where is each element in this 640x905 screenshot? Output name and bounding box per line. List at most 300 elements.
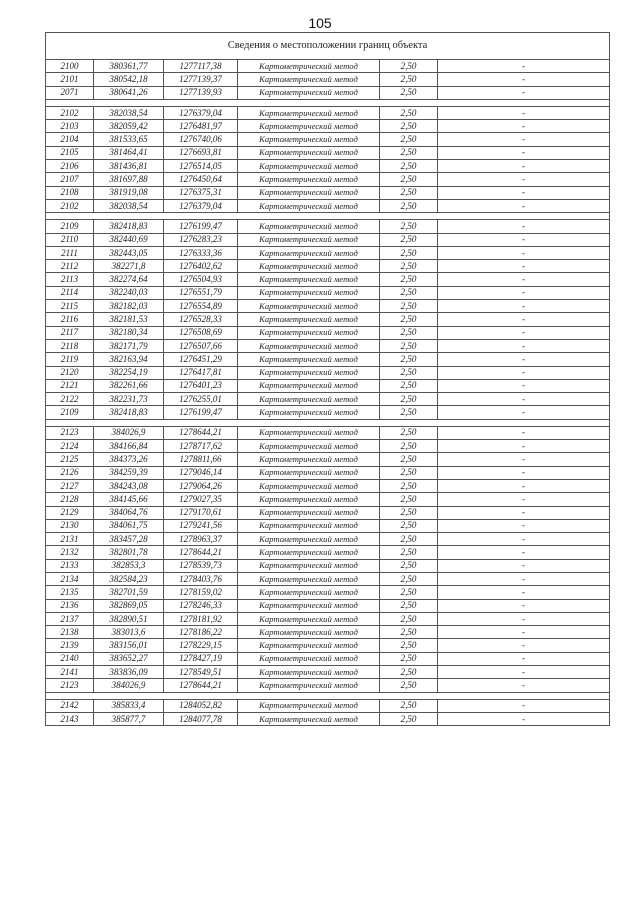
method-cell: Картометрический метод [238,479,380,492]
point-number-cell: 2130 [46,519,94,532]
point-number-cell: 2128 [46,493,94,506]
y-coordinate-cell: 1276402,62 [164,260,238,273]
method-cell: Картометрический метод [238,173,380,186]
point-number-cell: 2140 [46,652,94,665]
table-row [46,246,610,259]
y-coordinate-cell: 1278963,37 [164,533,238,546]
y-coordinate-cell: 1278403,76 [164,572,238,585]
note-cell: - [438,120,610,133]
y-coordinate-cell: 1278427,19 [164,652,238,665]
method-cell: Картометрический метод [238,493,380,506]
accuracy-cell: 2,50 [380,313,438,326]
y-coordinate-cell: 1278229,15 [164,639,238,652]
table-row [46,559,610,572]
y-coordinate-cell: 1276693,81 [164,146,238,159]
table-row [46,339,610,352]
point-number-cell: 2102 [46,106,94,119]
y-coordinate-cell: 1276450,64 [164,173,238,186]
table-row [46,260,610,273]
note-cell: - [438,86,610,99]
x-coordinate-cell: 384373,26 [94,453,164,466]
method-cell: Картометрический метод [238,393,380,406]
method-cell: Картометрический метод [238,679,380,692]
table-row [46,440,610,453]
x-coordinate-cell: 382271,8 [94,260,164,273]
note-cell: - [438,326,610,339]
table-row [46,599,610,612]
note-cell: - [438,712,610,725]
accuracy-cell: 2,50 [380,626,438,639]
note-cell: - [438,652,610,665]
accuracy-cell: 2,50 [380,186,438,199]
y-coordinate-cell: 1276554,89 [164,300,238,313]
table-row [46,86,610,99]
point-number-cell: 2129 [46,506,94,519]
accuracy-cell: 2,50 [380,86,438,99]
note-cell: - [438,666,610,679]
point-number-cell: 2071 [46,86,94,99]
point-number-cell: 2115 [46,300,94,313]
accuracy-cell: 2,50 [380,453,438,466]
point-number-cell: 2112 [46,260,94,273]
x-coordinate-cell: 384259,39 [94,466,164,479]
table-row [46,313,610,326]
accuracy-cell: 2,50 [380,160,438,173]
table-row [46,199,610,212]
point-number-cell: 2137 [46,612,94,625]
method-cell: Картометрический метод [238,699,380,712]
point-number-cell: 2142 [46,699,94,712]
x-coordinate-cell: 383652,27 [94,652,164,665]
x-coordinate-cell: 382418,83 [94,406,164,419]
x-coordinate-cell: 382418,83 [94,220,164,233]
group-separator-row [46,99,610,106]
group-separator-row [46,419,610,426]
x-coordinate-cell: 383836,09 [94,666,164,679]
accuracy-cell: 2,50 [380,120,438,133]
point-number-cell: 2102 [46,199,94,212]
note-cell: - [438,626,610,639]
note-cell: - [438,586,610,599]
method-cell: Картометрический метод [238,60,380,73]
method-cell: Картометрический метод [238,199,380,212]
note-cell: - [438,160,610,173]
boundary-coordinates-table [45,32,610,726]
x-coordinate-cell: 382059,42 [94,120,164,133]
note-cell: - [438,233,610,246]
table-row [46,366,610,379]
method-cell: Картометрический метод [238,572,380,585]
table-row [46,506,610,519]
x-coordinate-cell: 382274,64 [94,273,164,286]
accuracy-cell: 2,50 [380,440,438,453]
table-row [46,220,610,233]
method-cell: Картометрический метод [238,353,380,366]
table-row [46,466,610,479]
note-cell: - [438,699,610,712]
x-coordinate-cell: 384166,84 [94,440,164,453]
accuracy-cell: 2,50 [380,379,438,392]
note-cell: - [438,506,610,519]
accuracy-cell: 2,50 [380,286,438,299]
accuracy-cell: 2,50 [380,519,438,532]
x-coordinate-cell: 381464,41 [94,146,164,159]
accuracy-cell: 2,50 [380,546,438,559]
y-coordinate-cell: 1284052,82 [164,699,238,712]
table-row [46,186,610,199]
table-row [46,106,610,119]
note-cell: - [438,612,610,625]
accuracy-cell: 2,50 [380,679,438,692]
note-cell: - [438,599,610,612]
method-cell: Картометрический метод [238,300,380,313]
point-number-cell: 2141 [46,666,94,679]
point-number-cell: 2119 [46,353,94,366]
point-number-cell: 2122 [46,393,94,406]
table-row [46,406,610,419]
x-coordinate-cell: 382890,51 [94,612,164,625]
table-row [46,586,610,599]
table-row [46,273,610,286]
point-number-cell: 2126 [46,466,94,479]
method-cell: Картометрический метод [238,339,380,352]
table-row [46,120,610,133]
note-cell: - [438,519,610,532]
point-number-cell: 2134 [46,572,94,585]
table-row [46,479,610,492]
point-number-cell: 2139 [46,639,94,652]
point-number-cell: 2138 [46,626,94,639]
y-coordinate-cell: 1276417,81 [164,366,238,379]
y-coordinate-cell: 1279027,35 [164,493,238,506]
accuracy-cell: 2,50 [380,173,438,186]
y-coordinate-cell: 1278717,62 [164,440,238,453]
x-coordinate-cell: 382171,79 [94,339,164,352]
note-cell: - [438,300,610,313]
note-cell: - [438,220,610,233]
y-coordinate-cell: 1276551,79 [164,286,238,299]
method-cell: Картометрический метод [238,160,380,173]
method-cell: Картометрический метод [238,599,380,612]
accuracy-cell: 2,50 [380,326,438,339]
x-coordinate-cell: 383156,01 [94,639,164,652]
method-cell: Картометрический метод [238,506,380,519]
point-number-cell: 2110 [46,233,94,246]
x-coordinate-cell: 380361,77 [94,60,164,73]
y-coordinate-cell: 1279046,14 [164,466,238,479]
y-coordinate-cell: 1278186,22 [164,626,238,639]
accuracy-cell: 2,50 [380,639,438,652]
y-coordinate-cell: 1276283,23 [164,233,238,246]
accuracy-cell: 2,50 [380,339,438,352]
note-cell: - [438,393,610,406]
accuracy-cell: 2,50 [380,393,438,406]
note-cell: - [438,493,610,506]
x-coordinate-cell: 380542,18 [94,73,164,86]
x-coordinate-cell: 382038,54 [94,199,164,212]
note-cell: - [438,73,610,86]
y-coordinate-cell: 1276740,06 [164,133,238,146]
point-number-cell: 2132 [46,546,94,559]
table-row [46,73,610,86]
note-cell: - [438,286,610,299]
group-separator-row [46,213,610,220]
method-cell: Картометрический метод [238,712,380,725]
point-number-cell: 2123 [46,679,94,692]
point-number-cell: 2118 [46,339,94,352]
accuracy-cell: 2,50 [380,652,438,665]
table-row [46,639,610,652]
accuracy-cell: 2,50 [380,366,438,379]
x-coordinate-cell: 382181,53 [94,313,164,326]
method-cell: Картометрический метод [238,379,380,392]
method-cell: Картометрический метод [238,146,380,159]
table-row [46,533,610,546]
x-coordinate-cell: 385877,7 [94,712,164,725]
x-coordinate-cell: 384026,9 [94,679,164,692]
point-number-cell: 2127 [46,479,94,492]
y-coordinate-cell: 1279170,61 [164,506,238,519]
method-cell: Картометрический метод [238,639,380,652]
note-cell: - [438,133,610,146]
point-number-cell: 2113 [46,273,94,286]
x-coordinate-cell: 384145,66 [94,493,164,506]
y-coordinate-cell: 1278539,73 [164,559,238,572]
note-cell: - [438,146,610,159]
x-coordinate-cell: 382261,66 [94,379,164,392]
table-row [46,626,610,639]
method-cell: Картометрический метод [238,626,380,639]
accuracy-cell: 2,50 [380,506,438,519]
table-row [46,426,610,439]
y-coordinate-cell: 1277139,37 [164,73,238,86]
note-cell: - [438,426,610,439]
table-row [46,300,610,313]
point-number-cell: 2106 [46,160,94,173]
y-coordinate-cell: 1276379,04 [164,106,238,119]
x-coordinate-cell: 382869,05 [94,599,164,612]
method-cell: Картометрический метод [238,426,380,439]
note-cell: - [438,313,610,326]
note-cell: - [438,559,610,572]
group-separator-row [46,692,610,699]
table-row [46,60,610,73]
note-cell: - [438,406,610,419]
y-coordinate-cell: 1276379,04 [164,199,238,212]
page-number: 105 [308,15,332,31]
method-cell: Картометрический метод [238,652,380,665]
table-row [46,572,610,585]
accuracy-cell: 2,50 [380,133,438,146]
point-number-cell: 2143 [46,712,94,725]
point-number-cell: 2135 [46,586,94,599]
y-coordinate-cell: 1284077,78 [164,712,238,725]
y-coordinate-cell: 1278159,02 [164,586,238,599]
note-cell: - [438,260,610,273]
note-cell: - [438,572,610,585]
method-cell: Картометрический метод [238,612,380,625]
method-cell: Картометрический метод [238,233,380,246]
accuracy-cell: 2,50 [380,479,438,492]
y-coordinate-cell: 1276199,47 [164,220,238,233]
table-row [46,652,610,665]
note-cell: - [438,186,610,199]
method-cell: Картометрический метод [238,186,380,199]
table-row [46,699,610,712]
point-number-cell: 2116 [46,313,94,326]
method-cell: Картометрический метод [238,246,380,259]
y-coordinate-cell: 1276481,97 [164,120,238,133]
accuracy-cell: 2,50 [380,260,438,273]
table-row [46,233,610,246]
y-coordinate-cell: 1277117,38 [164,60,238,73]
note-cell: - [438,379,610,392]
point-number-cell: 2117 [46,326,94,339]
table-row [46,173,610,186]
accuracy-cell: 2,50 [380,60,438,73]
y-coordinate-cell: 1278549,51 [164,666,238,679]
note-cell: - [438,366,610,379]
point-number-cell: 2104 [46,133,94,146]
method-cell: Картометрический метод [238,533,380,546]
accuracy-cell: 2,50 [380,246,438,259]
point-number-cell: 2124 [46,440,94,453]
y-coordinate-cell: 1278246,33 [164,599,238,612]
x-coordinate-cell: 383013,6 [94,626,164,639]
accuracy-cell: 2,50 [380,199,438,212]
note-cell: - [438,199,610,212]
method-cell: Картометрический метод [238,133,380,146]
y-coordinate-cell: 1278644,21 [164,546,238,559]
method-cell: Картометрический метод [238,586,380,599]
y-coordinate-cell: 1276255,01 [164,393,238,406]
accuracy-cell: 2,50 [380,220,438,233]
table-row [46,453,610,466]
point-number-cell: 2100 [46,60,94,73]
x-coordinate-cell: 382182,03 [94,300,164,313]
x-coordinate-cell: 382163,94 [94,353,164,366]
accuracy-cell: 2,50 [380,559,438,572]
accuracy-cell: 2,50 [380,233,438,246]
table-title: Сведения о местоположении границ объекта [46,33,610,60]
note-cell: - [438,339,610,352]
method-cell: Картометрический метод [238,120,380,133]
method-cell: Картометрический метод [238,73,380,86]
point-number-cell: 2103 [46,120,94,133]
note-cell: - [438,173,610,186]
accuracy-cell: 2,50 [380,73,438,86]
accuracy-cell: 2,50 [380,666,438,679]
y-coordinate-cell: 1278644,21 [164,426,238,439]
table-row [46,712,610,725]
method-cell: Картометрический метод [238,466,380,479]
method-cell: Картометрический метод [238,106,380,119]
y-coordinate-cell: 1276401,23 [164,379,238,392]
method-cell: Картометрический метод [238,559,380,572]
x-coordinate-cell: 380641,26 [94,86,164,99]
x-coordinate-cell: 381697,88 [94,173,164,186]
x-coordinate-cell: 382584,23 [94,572,164,585]
x-coordinate-cell: 381533,65 [94,133,164,146]
accuracy-cell: 2,50 [380,406,438,419]
point-number-cell: 2109 [46,406,94,419]
method-cell: Картометрический метод [238,286,380,299]
y-coordinate-cell: 1278644,21 [164,679,238,692]
y-coordinate-cell: 1279064,26 [164,479,238,492]
y-coordinate-cell: 1276504,93 [164,273,238,286]
method-cell: Картометрический метод [238,273,380,286]
note-cell: - [438,273,610,286]
point-number-cell: 2108 [46,186,94,199]
method-cell: Картометрический метод [238,406,380,419]
note-cell: - [438,479,610,492]
y-coordinate-cell: 1276375,31 [164,186,238,199]
accuracy-cell: 2,50 [380,599,438,612]
point-number-cell: 2114 [46,286,94,299]
table-row [46,612,610,625]
point-number-cell: 2111 [46,246,94,259]
x-coordinate-cell: 383457,28 [94,533,164,546]
accuracy-cell: 2,50 [380,353,438,366]
table-row [46,146,610,159]
method-cell: Картометрический метод [238,260,380,273]
accuracy-cell: 2,50 [380,146,438,159]
y-coordinate-cell: 1278811,66 [164,453,238,466]
point-number-cell: 2107 [46,173,94,186]
x-coordinate-cell: 382231,73 [94,393,164,406]
accuracy-cell: 2,50 [380,712,438,725]
table-row [46,546,610,559]
table-row [46,133,610,146]
x-coordinate-cell: 382440,69 [94,233,164,246]
table-row [46,353,610,366]
accuracy-cell: 2,50 [380,300,438,313]
x-coordinate-cell: 384064,76 [94,506,164,519]
y-coordinate-cell: 1276451,29 [164,353,238,366]
y-coordinate-cell: 1276199,47 [164,406,238,419]
method-cell: Картометрический метод [238,453,380,466]
method-cell: Картометрический метод [238,546,380,559]
y-coordinate-cell: 1278181,92 [164,612,238,625]
table-row [46,286,610,299]
x-coordinate-cell: 382443,05 [94,246,164,259]
accuracy-cell: 2,50 [380,612,438,625]
table-row [46,519,610,532]
x-coordinate-cell: 382180,34 [94,326,164,339]
accuracy-cell: 2,50 [380,106,438,119]
method-cell: Картометрический метод [238,666,380,679]
x-coordinate-cell: 382701,59 [94,586,164,599]
table-row [46,666,610,679]
x-coordinate-cell: 385833,4 [94,699,164,712]
method-cell: Картометрический метод [238,220,380,233]
y-coordinate-cell: 1276508,69 [164,326,238,339]
note-cell: - [438,679,610,692]
x-coordinate-cell: 382240,03 [94,286,164,299]
x-coordinate-cell: 384026,9 [94,426,164,439]
y-coordinate-cell: 1277139,93 [164,86,238,99]
note-cell: - [438,440,610,453]
x-coordinate-cell: 384061,75 [94,519,164,532]
table-row [46,679,610,692]
point-number-cell: 2131 [46,533,94,546]
method-cell: Картометрический метод [238,326,380,339]
x-coordinate-cell: 382038,54 [94,106,164,119]
accuracy-cell: 2,50 [380,273,438,286]
method-cell: Картометрический метод [238,86,380,99]
method-cell: Картометрический метод [238,519,380,532]
x-coordinate-cell: 382853,3 [94,559,164,572]
